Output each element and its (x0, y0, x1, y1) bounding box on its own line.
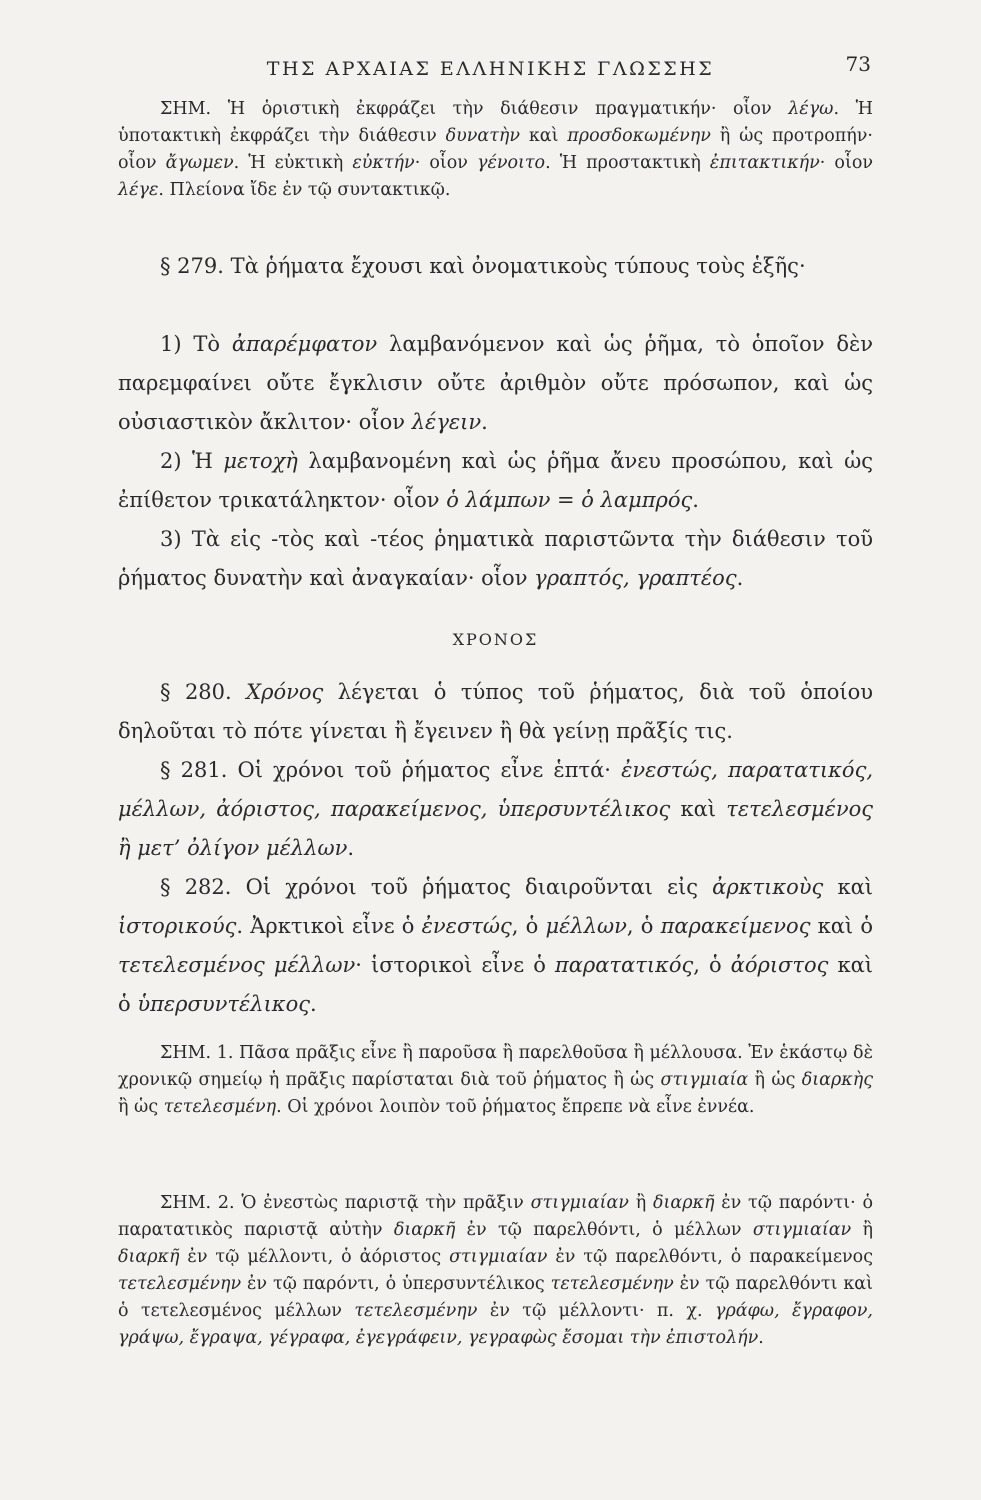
section-279: § 279. Τὰ ῥήματα ἔχουσι καὶ ὀνοματικοὺς τύπους τοὺς ἑξῆς· (160, 254, 806, 278)
section-281: § 281. Οἱ χρόνοι τοῦ ῥήματος εἶνε ἑπτά· ἐνεστώς, παρατατικός, μέλλων, ἀόριστος, παρακείμενος, ὑπερσυντέλικος καὶ τετελεσμένος ἢ μετ’ ὀλίγον μέλλων. (118, 758, 874, 860)
item-verbals: 3) Τὰ εἰς -τὸς καὶ -τέος ῥηματικὰ παριστῶντα τὴν διάθεσιν τοῦ ῥήματος δυνατὴν καὶ ἀναγκαίαν· οἷον γραπτός, γραπτέος. (118, 527, 873, 590)
page-title: ΤΗΣ ΑΡΧΑΙΑΣ ΕΛΛΗΝΙΚΗΣ ΓΛΩΣΣΗΣ (266, 58, 715, 80)
note-2: ΣΗΜ. 2. Ὁ ἐνεστὼς παριστᾷ τὴν πρᾶξιν στιγμιαίαν ἢ διαρκῆ ἐν τῷ παρόντι· ὁ παρατατικὸς παριστᾷ αὐτὴν διαρκῆ ἐν τῷ παρελθόντι, ὁ μέλλων στιγμιαίαν ἢ διαρκῆ ἐν τῷ μέλλοντι, ὁ ἀόριστος στιγμιαίαν ἐν τῷ παρελθόντι, ὁ παρακείμενος τετελεσμένην ἐν τῷ παρόντι, ὁ ὑπερσυντέλικος τετελεσμένην ἐν τῷ παρελθόντι καὶ ὁ τετελεσμένος μέλλων τετελεσμένην ἐν τῷ μέλλοντι· π. χ. γράφω, ἔγραφον, γράψω, ἔγραψα, γέγραφα, ἐγεγράφειν, γεγραφὼς ἔσομαι τὴν ἐπιστολήν. (118, 1193, 873, 1348)
note-moods: ΣΗΜ. Ἡ ὁριστικὴ ἐκφράζει τὴν διάθεσιν πραγματικήν· οἷον λέγω. Ἡ ὑποτακτικὴ ἐκφράζει τὴν διάθεσιν δυνατὴν καὶ προσδοκωμένην ἢ ὡς προτροπήν· οἷον ἄγωμεν. Ἡ εὐκτικὴ εὐκτήν· οἷον γένοιτο. Ἡ προστακτικὴ ἐπιτακτικήν· οἷον λέγε. Πλείονα ἴδε ἐν τῷ συντακτικῷ. (118, 99, 874, 200)
running-head (110, 52, 871, 92)
section-282: § 282. Οἱ χρόνοι τοῦ ῥήματος διαιροῦνται εἰς ἀρκτικοὺς καὶ ἱστορικούς. Ἀρκτικοὶ εἶνε ὁ ἐνεστώς, ὁ μέλλων, ὁ παρακείμενος καὶ ὁ τετελεσμένος μέλλων· ἱστορικοὶ εἶνε ὁ παρατατικός, ὁ ἀόριστος καὶ ὁ ὑπερσυντέλικος. (118, 875, 874, 1016)
note-1: ΣΗΜ. 1. Πᾶσα πρᾶξις εἶνε ἢ παροῦσα ἢ παρελθοῦσα ἢ μέλλουσα. Ἐν ἑκάστῳ δὲ χρονικῷ σημείῳ ἡ πρᾶξις παρίσταται διὰ τοῦ ῥήματος ἢ ὡς στιγμιαία ἢ ὡς διαρκὴς ἢ ὡς τετελεσμένη. Οἱ χρόνοι λοιπὸν τοῦ ῥήματος ἔπρεπε νὰ εἶνε ἐννέα. (118, 1043, 873, 1117)
page-number: 73 (845, 52, 871, 76)
section-280: § 280. Χρόνος λέγεται ὁ τύπος τοῦ ῥήματος, διὰ τοῦ ὁποίου δηλοῦται τὸ πότε γίνεται ἢ ἔγεινεν ἢ θὰ γείνῃ πρᾶξίς τις. (118, 680, 873, 743)
item-participle: 2) Ἡ μετοχὴ λαμβανομένη καὶ ὡς ῥῆμα ἄνευ προσώπου, καὶ ὡς ἐπίθετον τρικατάληκτον· οἷον ὁ λάμπων = ὁ λαμπρός. (118, 449, 873, 512)
section-heading: ΧΡΟΝΟΣ (452, 630, 539, 649)
item-infinitive: 1) Τὸ ἀπαρέμφατον λαμβανόμενον καὶ ὡς ῥῆμα, τὸ ὁποῖον δὲν παρεμφαίνει οὔτε ἔγκλισιν οὔτε ἀριθμὸν οὔτε πρόσωπον, καὶ ὡς οὐσιαστικὸν ἄκλιτον· οἷον λέγειν. (118, 332, 873, 434)
